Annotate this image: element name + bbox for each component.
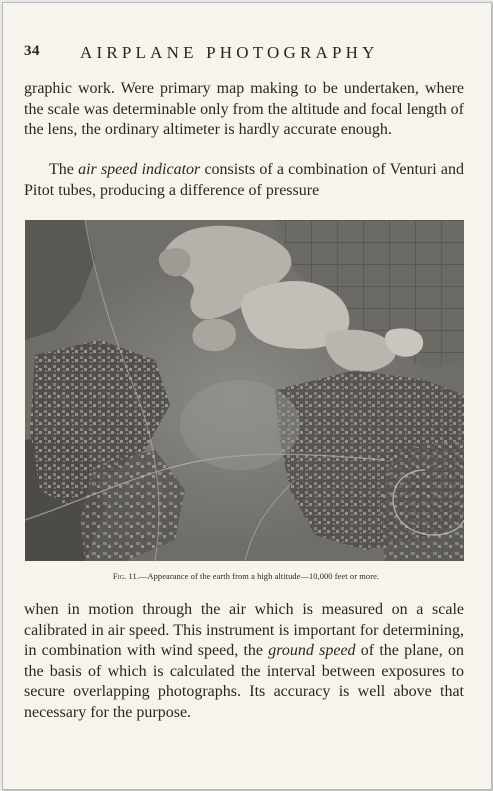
paragraph-text: graphic work. Were primary map making to be undertaken, where the scale was determinable only from the altitude and focal length of the lens, the ordinary altimeter is hardly accurate enough.	[24, 80, 464, 139]
paragraph-part-1: when in motion through the air which is measured on a scale calibrated in air speed. This instrument is important for determining, in combination with wind speed, the	[24, 601, 464, 660]
italic-term-ground-speed: ground speed	[268, 642, 356, 660]
paragraph-continued	[24, 79, 464, 141]
paragraph-air-speed-indicator	[24, 160, 464, 201]
page-header	[24, 43, 468, 67]
paragraph-ground-speed	[24, 600, 464, 724]
italic-term-air-speed-indicator: air speed indicator	[78, 161, 201, 178]
paragraph-rest: consists of a combination of Venturi and Pitot tubes, producing a difference of pressure	[24, 161, 464, 199]
book-page	[2, 2, 492, 790]
figure-caption-text: —Appearance of the earth from a high altitude—10,000 feet or more.	[139, 572, 380, 581]
aerial-photograph	[25, 220, 464, 561]
figure-label: Fig. 11.	[112, 572, 140, 581]
paragraph-lead: The	[49, 161, 79, 178]
figure-caption	[24, 572, 468, 581]
page-number: 34	[24, 43, 40, 59]
paragraph-part-2: of the plane, on the basis of which is calculated the interval between exposures to secure overlapping photographs. Its accuracy is well above that necessary for the purpose.	[24, 642, 464, 721]
running-title: AIRPLANE PHOTOGRAPHY	[80, 43, 379, 62]
